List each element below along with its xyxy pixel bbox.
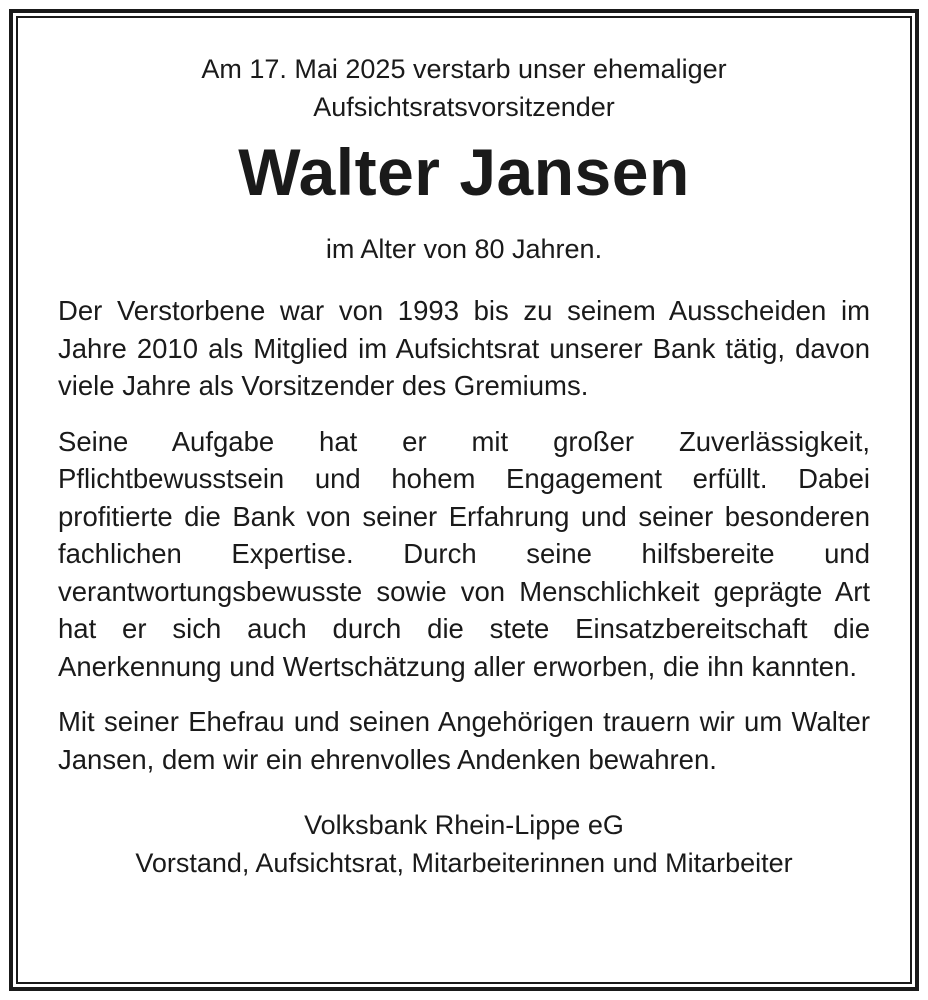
age-line: im Alter von 80 Jahren. — [325, 234, 603, 264]
paragraph-tribute: Seine Aufgabe hat er mit großer Zuverlässigkeit, Pflichtbewusstsein und hohem Engagement erfüllt. Dabei profitierte die Bank von seiner Erfahrung und seiner besonderen fachlichen Expertise. Durch seine hilfsbereite und verantwortungsbewusste sowie von Menschlichkeit geprägte Art hat er sich auch durch die stete Einsatzbereitschaft die Anerkennung und Wertschätzung aller erworben, die ihn kannten. — [58, 425, 870, 682]
paragraph-tenure: Der Verstorbene war von 1993 bis zu seinem Ausscheiden im Jahre 2010 als Mitglied im Aufsichtsrat unserer Bank tätig, davon viele Jahre als Vorsitzender des Gremiums. — [58, 295, 870, 401]
intro-line-2: Aufsichtsratsvorsitzender — [313, 92, 615, 122]
paragraph-mourning: Mit seiner Ehefrau und seinen Angehörigen trauern wir um Walter Jansen, dem wir ein ehrenvolles Andenken bewahren. — [58, 706, 870, 775]
signature-groups: Vorstand, Aufsichtsrat, Mitarbeiterinnen und Mitarbeiter — [135, 848, 793, 878]
signature-bank-name: Volksbank Rhein-Lippe eG — [304, 810, 624, 840]
intro-line-1: Am 17. Mai 2025 verstarb unser ehemaliger — [201, 54, 727, 84]
obituary-notice — [58, 50, 870, 882]
deceased-name: Walter Jansen — [238, 135, 690, 209]
